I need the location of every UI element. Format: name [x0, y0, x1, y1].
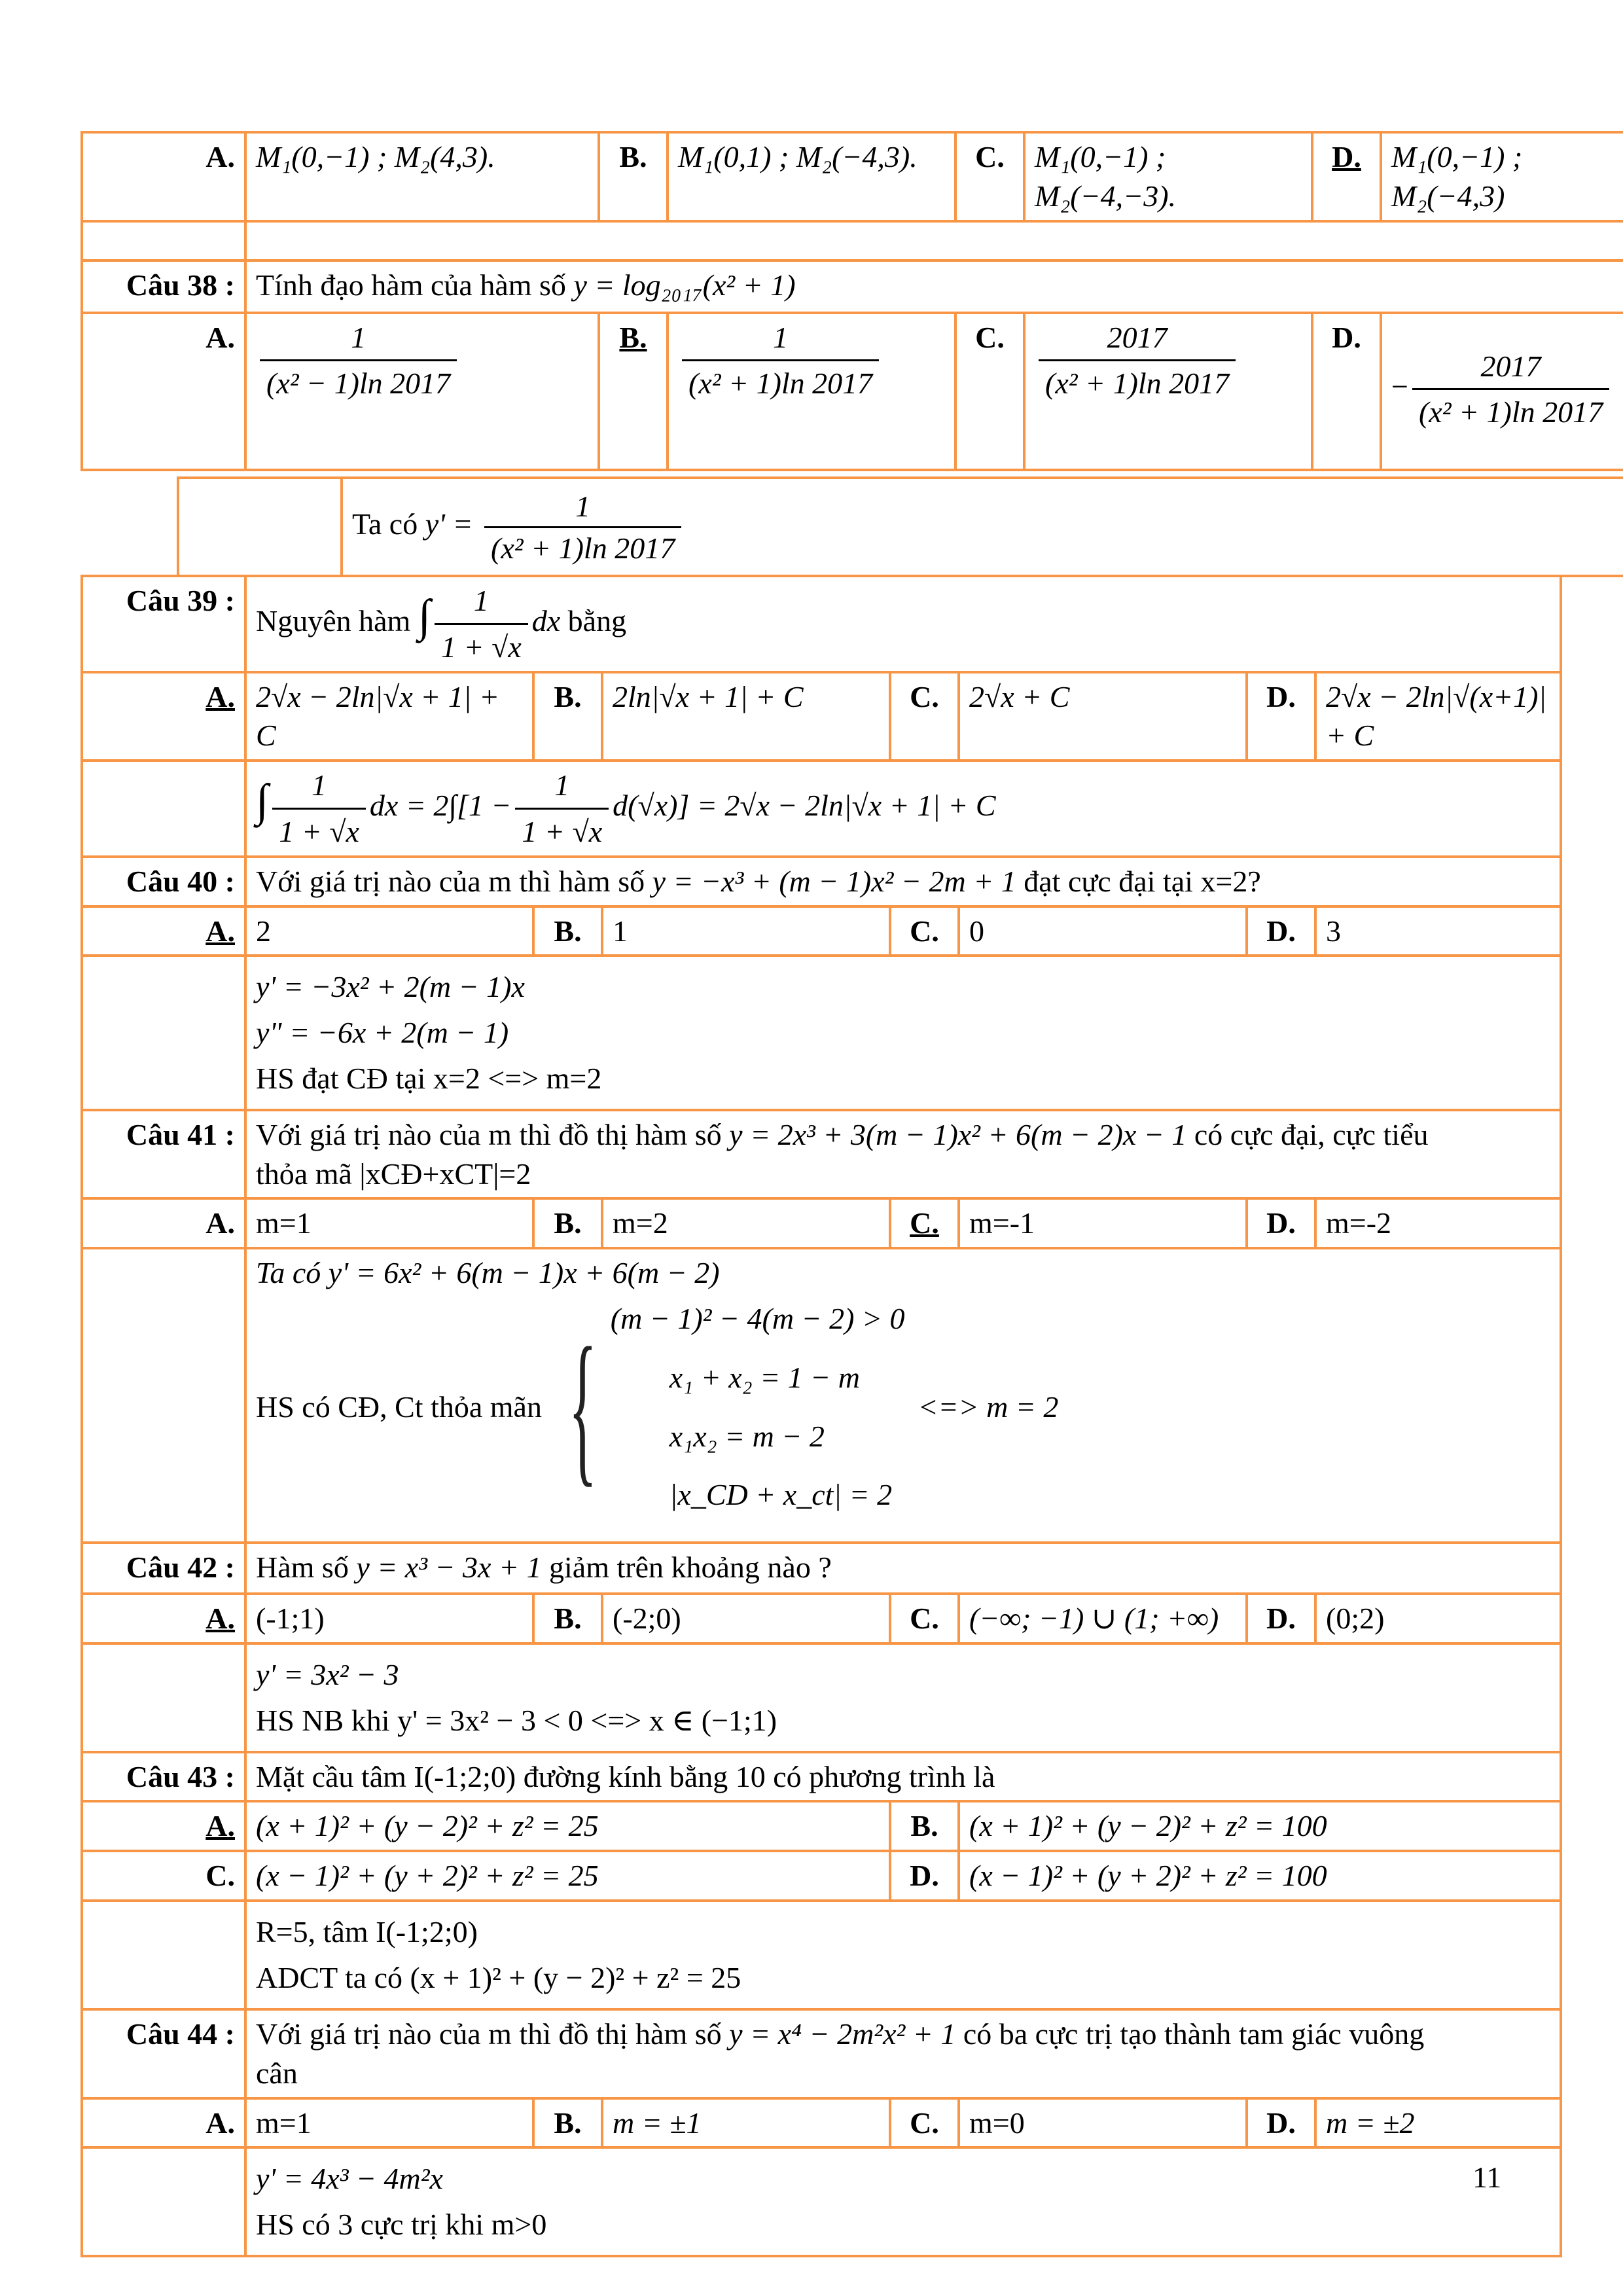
q38-solution-table	[177, 476, 1623, 577]
q44-options-row	[82, 2098, 1561, 2148]
option-c[interactable]: (x − 1)² + (y + 2)² + z² = 25	[245, 1851, 890, 1901]
option-letter-c: C.	[890, 672, 959, 761]
q38-solution: Ta có y' = $\frac{1}{\text{(x² + 1)ln 2017}}$	[342, 478, 1623, 576]
option-letter-a-correct: A.	[82, 672, 245, 761]
option-c[interactable]	[1024, 313, 1312, 470]
integral-icon: ∫	[418, 590, 431, 641]
option-letter-a-correct: A.	[82, 1594, 245, 1643]
q41-solution-row	[82, 1248, 1561, 1543]
prompt-formula: y = log₂₀₁₇(x² + 1)	[573, 268, 796, 302]
question-prompt: Với giá trị nào của m thì đồ thị hàm số y = 2x³ + 3(m − 1)x² + 6(m − 2)x − 1 có cực đại, cực tiểu thỏa mã |xCĐ+xCT|=2	[245, 1110, 1561, 1199]
option-b[interactable]: m=2	[602, 1198, 890, 1248]
q37-solution	[245, 221, 1623, 260]
q43-solution: R=5, tâm I(-1;2;0) ADCT ta có (x + 1)² + (y − 2)² + z² = 25	[245, 1901, 1561, 2009]
option-letter-d: D.	[1247, 2098, 1315, 2148]
q41-solution: Ta có y' = 6x² + 6(m − 1)x + 6(m − 2) HS có CĐ, Ct thỏa mãn { (m − 1)² − 4(m − 2) > 0 x₁ + x₂ = 1 − m x₁x₂ = m − 2 |x_CD + x_ct| = 2 <=> m = 2	[245, 1248, 1561, 1543]
option-letter-c: C.	[890, 1594, 959, 1643]
solution-label-cell	[82, 221, 245, 260]
option-a[interactable]: 2	[245, 906, 533, 956]
option-a[interactable]: (x + 1)² + (y − 2)² + z² = 25	[245, 1801, 890, 1851]
option-c[interactable]: 2√x + C	[959, 672, 1247, 761]
solution-label-cell	[178, 478, 342, 576]
option-letter-a: A.	[82, 2098, 245, 2148]
option-d[interactable]: m=-2	[1315, 1198, 1561, 1248]
question-prompt: Với giá trị nào của m thì hàm số y = −x³ + (m − 1)x² − 2m + 1 đạt cực đại tại x=2?	[245, 857, 1561, 906]
fraction: $\frac{2017}{\text{(x² + 1)ln 2017}}$	[1039, 318, 1236, 404]
option-letter-b: B.	[890, 1801, 959, 1851]
question-label: Câu 42 :	[82, 1543, 245, 1594]
q44-solution-row	[82, 2147, 1561, 2256]
option-letter-c: C.	[955, 313, 1024, 470]
question-label: Câu 40 :	[82, 857, 245, 906]
question-prompt: Hàm số y = x³ − 3x + 1 giảm trên khoảng nào ?	[245, 1543, 1561, 1594]
condition-system: HS có CĐ, Ct thỏa mãn { (m − 1)² − 4(m − 2) > 0 x₁ + x₂ = 1 − m x₁x₂ = m − 2 |x_CD + x_ct| = 2 <=> m = 2	[256, 1301, 1059, 1512]
q38-prompt-row	[82, 260, 1623, 313]
option-c[interactable]: 0	[959, 906, 1247, 956]
option-letter-a-correct: A.	[82, 906, 245, 956]
q41-prompt-row	[82, 1110, 1561, 1199]
option-letter-b: B.	[533, 1594, 602, 1643]
solution-label-cell	[82, 1643, 245, 1752]
option-letter-b-correct: B.	[599, 313, 668, 470]
option-letter-a: A.	[82, 132, 245, 221]
option-text-d[interactable]: M₁(0,−1) ; M₂(−4,3)	[1381, 132, 1623, 221]
fraction: $\frac{1}{1 + √x}$	[272, 766, 366, 852]
brace-icon: {	[568, 1312, 597, 1501]
option-letter-b: B.	[533, 672, 602, 761]
fraction: $\frac{2017}{\text{(x² + 1)ln 2017}}$	[1412, 347, 1609, 433]
q40-prompt-row	[82, 857, 1561, 906]
q43-solution-row	[82, 1901, 1561, 2009]
solution-label-cell	[82, 761, 245, 857]
option-b[interactable]: (x + 1)² + (y − 2)² + z² = 100	[959, 1801, 1561, 1851]
option-a[interactable]: 2√x − 2ln|√x + 1| + C	[245, 672, 533, 761]
option-letter-b: B.	[533, 2098, 602, 2148]
fraction: $\frac{1}{1 + √x}$	[515, 766, 609, 852]
q37-solution-row	[82, 221, 1623, 260]
q43-options-row-1	[82, 1801, 1561, 1851]
option-b[interactable]: 1	[602, 906, 890, 956]
option-d[interactable]: 3	[1315, 906, 1561, 956]
page-number: 11	[1472, 2161, 1502, 2194]
q42-solution: y' = 3x² − 3 HS NB khi y' = 3x² − 3 < 0 <=> x ∈ (−1;1)	[245, 1643, 1561, 1752]
question-label: Câu 44 :	[82, 2009, 245, 2098]
option-letter-b: B.	[533, 906, 602, 956]
option-letter-d: D.	[1247, 906, 1315, 956]
solution-label-cell	[82, 956, 245, 1109]
option-b[interactable]: (-2;0)	[602, 1594, 890, 1643]
q42-prompt-row	[82, 1543, 1561, 1594]
option-b[interactable]	[668, 313, 955, 470]
solution-label-cell	[82, 1901, 245, 2009]
option-b[interactable]: m = ±1	[602, 2098, 890, 2148]
option-d[interactable]: m = ±2	[1315, 2098, 1561, 2148]
option-d[interactable]: (0;2)	[1315, 1594, 1561, 1643]
solution-label-cell	[82, 1248, 245, 1543]
option-a[interactable]	[245, 313, 599, 470]
q40-solution-row	[82, 956, 1561, 1109]
option-d[interactable]: − $\frac{2017}{\text{(x² + 1)ln 2017}}$	[1381, 313, 1623, 470]
q39-solution: ∫ $\frac{1}{1 + √x}$ dx = 2∫[1 − $\frac{1}{1 + √x}$ d(√x)] = 2√x − 2ln|√x + 1| + C	[245, 761, 1561, 857]
option-letter-a-correct: A.	[82, 1801, 245, 1851]
question-prompt: Tính đạo hàm của hàm số y = log₂₀₁₇(x² + 1)	[245, 260, 1623, 313]
solution-label-cell	[82, 2147, 245, 2256]
option-c[interactable]: (−∞; −1) ∪ (1; +∞)	[959, 1594, 1247, 1643]
q43-prompt-row	[82, 1752, 1561, 1802]
option-d[interactable]: 2√x − 2ln|√(x+1)| + C	[1315, 672, 1561, 761]
integral-icon: ∫	[256, 776, 269, 827]
option-text-b[interactable]: M₁(0,1) ; M₂(−4,3).	[668, 132, 955, 221]
option-letter-c: C.	[890, 2098, 959, 2148]
option-c[interactable]: m=0	[959, 2098, 1247, 2148]
option-letter-d: D.	[1247, 1594, 1315, 1643]
option-a[interactable]: m=1	[245, 1198, 533, 1248]
fraction: $\frac{1}{\text{(x² + 1)ln 2017}}$	[484, 489, 681, 565]
q39-options-row	[82, 672, 1561, 761]
q41-options-row	[82, 1198, 1561, 1248]
question-table-bottom	[80, 575, 1562, 2257]
question-label: Câu 38 :	[82, 260, 245, 313]
q38-solution-row	[178, 478, 1623, 576]
question-prompt: Mặt cầu tâm I(-1;2;0) đường kính bằng 10 có phương trình là	[245, 1752, 1561, 1802]
q38-options-row	[82, 313, 1623, 470]
question-table-top	[80, 131, 1623, 471]
question-prompt: Với giá trị nào của m thì đồ thị hàm số y = x⁴ − 2m²x² + 1 có ba cực trị tạo thành tam giác vuông cân	[245, 2009, 1561, 2098]
option-letter-d: D.	[890, 1851, 959, 1901]
fraction: $\frac{1}{1 + √x}$	[435, 581, 528, 667]
q43-options-row-2	[82, 1851, 1561, 1901]
question-label: Câu 43 :	[82, 1752, 245, 1802]
question-label: Câu 39 :	[82, 576, 245, 672]
option-d[interactable]: (x − 1)² + (y + 2)² + z² = 100	[959, 1851, 1561, 1901]
option-text-c[interactable]: M₁(0,−1) ; M₂(−4,−3).	[1024, 132, 1312, 221]
option-letter-c-correct: C.	[890, 1198, 959, 1248]
q40-solution: y' = −3x² + 2(m − 1)x y" = −6x + 2(m − 1) HS đạt CĐ tại x=2 <=> m=2	[245, 956, 1561, 1109]
q39-solution-row	[82, 761, 1561, 857]
option-b[interactable]: 2ln|√x + 1| + C	[602, 672, 890, 761]
option-letter-d: D.	[1247, 1198, 1315, 1248]
option-letter-d: D.	[1312, 313, 1381, 470]
option-letter-a: A.	[82, 313, 245, 470]
option-c[interactable]: m=-1	[959, 1198, 1247, 1248]
q44-solution: y' = 4x³ − 4m²x HS có 3 cực trị khi m>0	[245, 2147, 1561, 2256]
question-label: Câu 41 :	[82, 1110, 245, 1199]
option-letter-c: C.	[890, 906, 959, 956]
option-letter-b: B.	[599, 132, 668, 221]
option-a[interactable]: m=1	[245, 2098, 533, 2148]
option-letter-d-correct: D.	[1312, 132, 1381, 221]
fraction: $\frac{1}{\text{(x² + 1)ln 2017}}$	[682, 318, 879, 404]
option-letter-a: A.	[82, 1198, 245, 1248]
q40-options-row	[82, 906, 1561, 956]
q39-prompt-row	[82, 576, 1561, 672]
option-text-a[interactable]: M₁(0,−1) ; M₂(4,3).	[245, 132, 599, 221]
option-a[interactable]: (-1;1)	[245, 1594, 533, 1643]
q42-solution-row	[82, 1643, 1561, 1752]
q42-options-row	[82, 1594, 1561, 1643]
fraction: $\frac{1}{\text{(x² − 1)ln 2017}}$	[260, 318, 457, 404]
option-letter-d: D.	[1247, 672, 1315, 761]
option-letter-b: B.	[533, 1198, 602, 1248]
q37-options-row	[82, 132, 1623, 221]
q44-prompt-row	[82, 2009, 1561, 2098]
option-letter-c: C.	[955, 132, 1024, 221]
option-letter-c: C.	[82, 1851, 245, 1901]
question-prompt: Nguyên hàm ∫ $\frac{1}{1 + √x}$ dx bằng	[245, 576, 1561, 672]
